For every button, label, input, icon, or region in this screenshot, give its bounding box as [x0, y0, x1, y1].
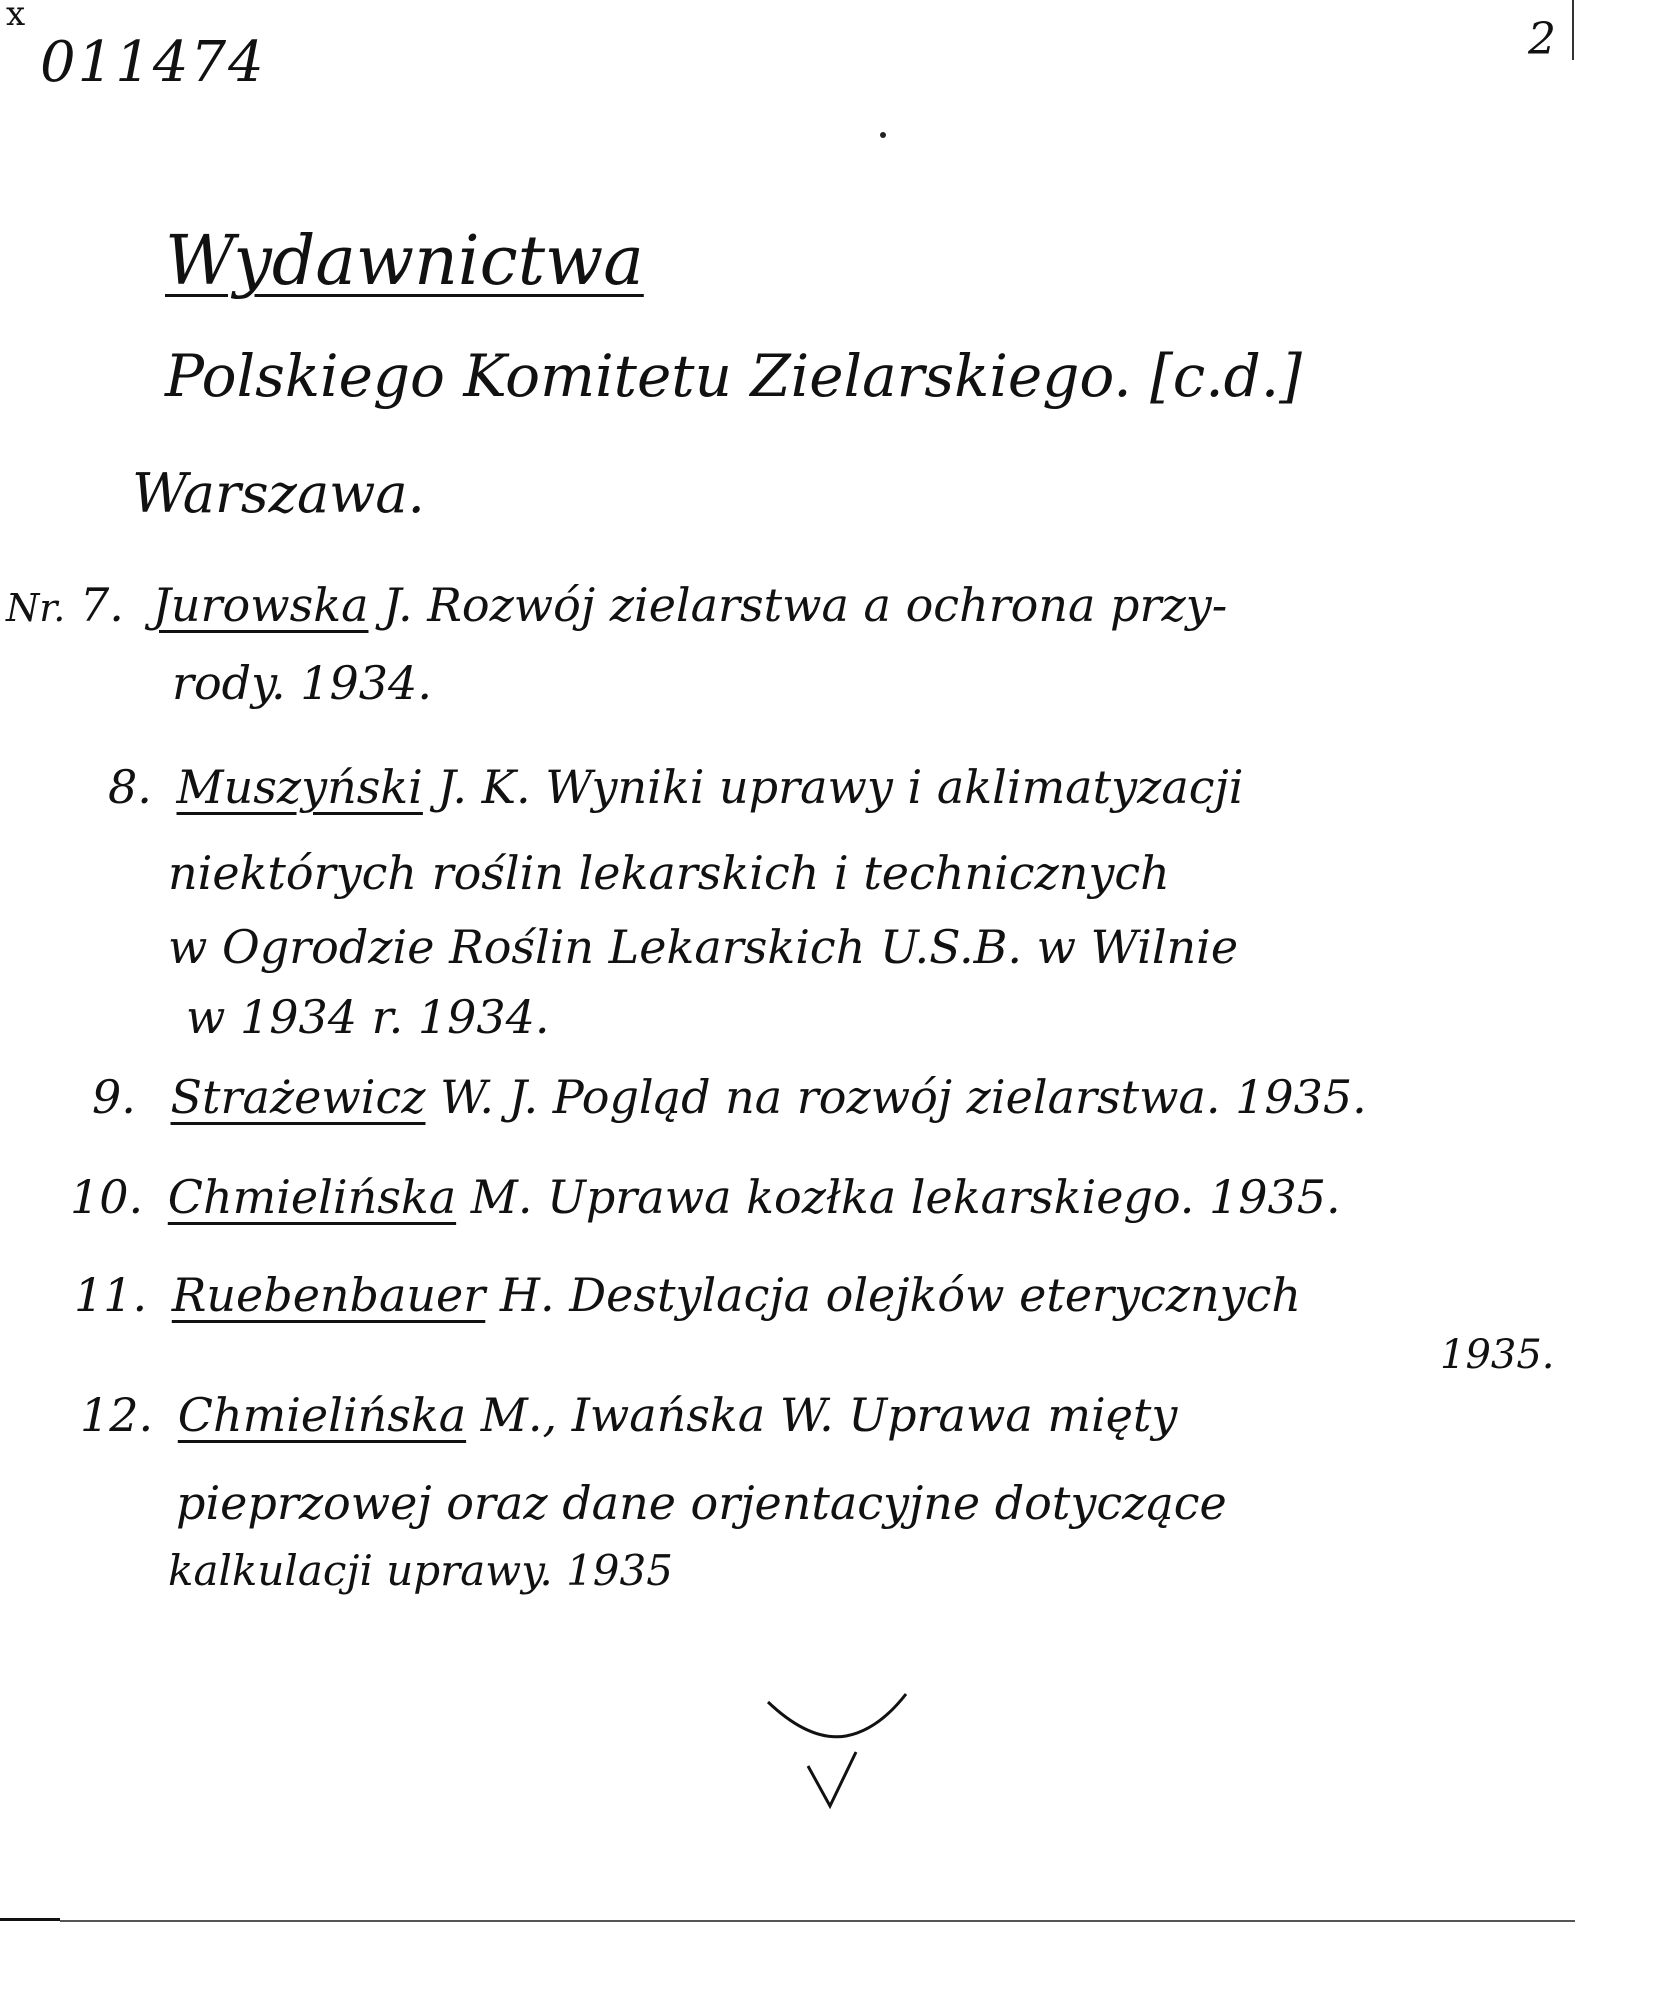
edge-mark [1572, 0, 1574, 60]
entry-text: J. Rozwój zielarstwa a ochrona przy- [368, 578, 1228, 632]
entry-8-line-4: w 1934 r. 1934. [186, 990, 550, 1044]
ink-dot [880, 132, 886, 138]
bottom-rule-left [0, 1918, 60, 1921]
entry-8-line-2: niektórych roślin lekarskich i technicznych [168, 846, 1170, 900]
entry-number: 7. [79, 578, 124, 632]
entry-number: 11. [74, 1268, 148, 1322]
entry-text: J. K. Wyniki uprawy i aklimatyzacji [422, 760, 1244, 814]
entry-text: W. J. Pogląd na rozwój zielarstwa. 1935. [425, 1070, 1367, 1124]
entry-8-line-1 [108, 760, 1243, 814]
entry-text: M. Uprawa kozłka lekarskiego. 1935. [456, 1170, 1341, 1224]
entry-12-line-1 [80, 1388, 1177, 1442]
entry-11-line-2: 1935. [1440, 1332, 1555, 1378]
entry-number: 12. [80, 1388, 154, 1442]
entry-7-line-1 [6, 578, 1227, 632]
entry-12-line-2: pieprzowej oraz dane orjentacyjne dotyczące [176, 1476, 1227, 1530]
heading-city: Warszawa. [132, 462, 425, 525]
entry-10-line-1 [70, 1170, 1341, 1224]
entry-author: Muszyński [176, 760, 423, 814]
entry-11-line-1 [74, 1268, 1301, 1322]
heading-title: Wydawnictwa [165, 222, 644, 301]
corner-mark: x [6, 0, 26, 34]
entry-number: 9. [92, 1070, 136, 1124]
entry-text: H. Destylacja olejków eterycznych [485, 1268, 1302, 1322]
checkmark-icon [760, 1688, 910, 1818]
catalog-number: 011474 [40, 30, 266, 95]
heading-subtitle: Polskiego Komitetu Zielarskiego. [c.d.] [165, 342, 1302, 410]
entry-9-line-1 [92, 1070, 1367, 1124]
entry-number: 10. [70, 1170, 144, 1224]
entry-author: Ruebenbauer [171, 1268, 486, 1322]
entry-author: Jurowska [152, 578, 369, 632]
entry-prefix: Nr. [6, 586, 66, 630]
page-number: 2 [1528, 14, 1556, 65]
entry-author: Chmielińska [167, 1170, 457, 1224]
entry-author: Chmielińska [177, 1388, 467, 1442]
entry-7-line-2: rody. 1934. [172, 656, 432, 710]
entry-8-line-3: w Ogrodzie Roślin Lekarskich U.S.B. w Wilnie [168, 920, 1239, 974]
bottom-rule [60, 1920, 1575, 1922]
entry-author: Strażewicz [170, 1070, 426, 1124]
entry-12-line-3: kalkulacji uprawy. 1935 [168, 1546, 673, 1595]
entry-text: M., Iwańska W. Uprawa mięty [466, 1388, 1178, 1442]
entry-number: 8. [108, 760, 152, 814]
